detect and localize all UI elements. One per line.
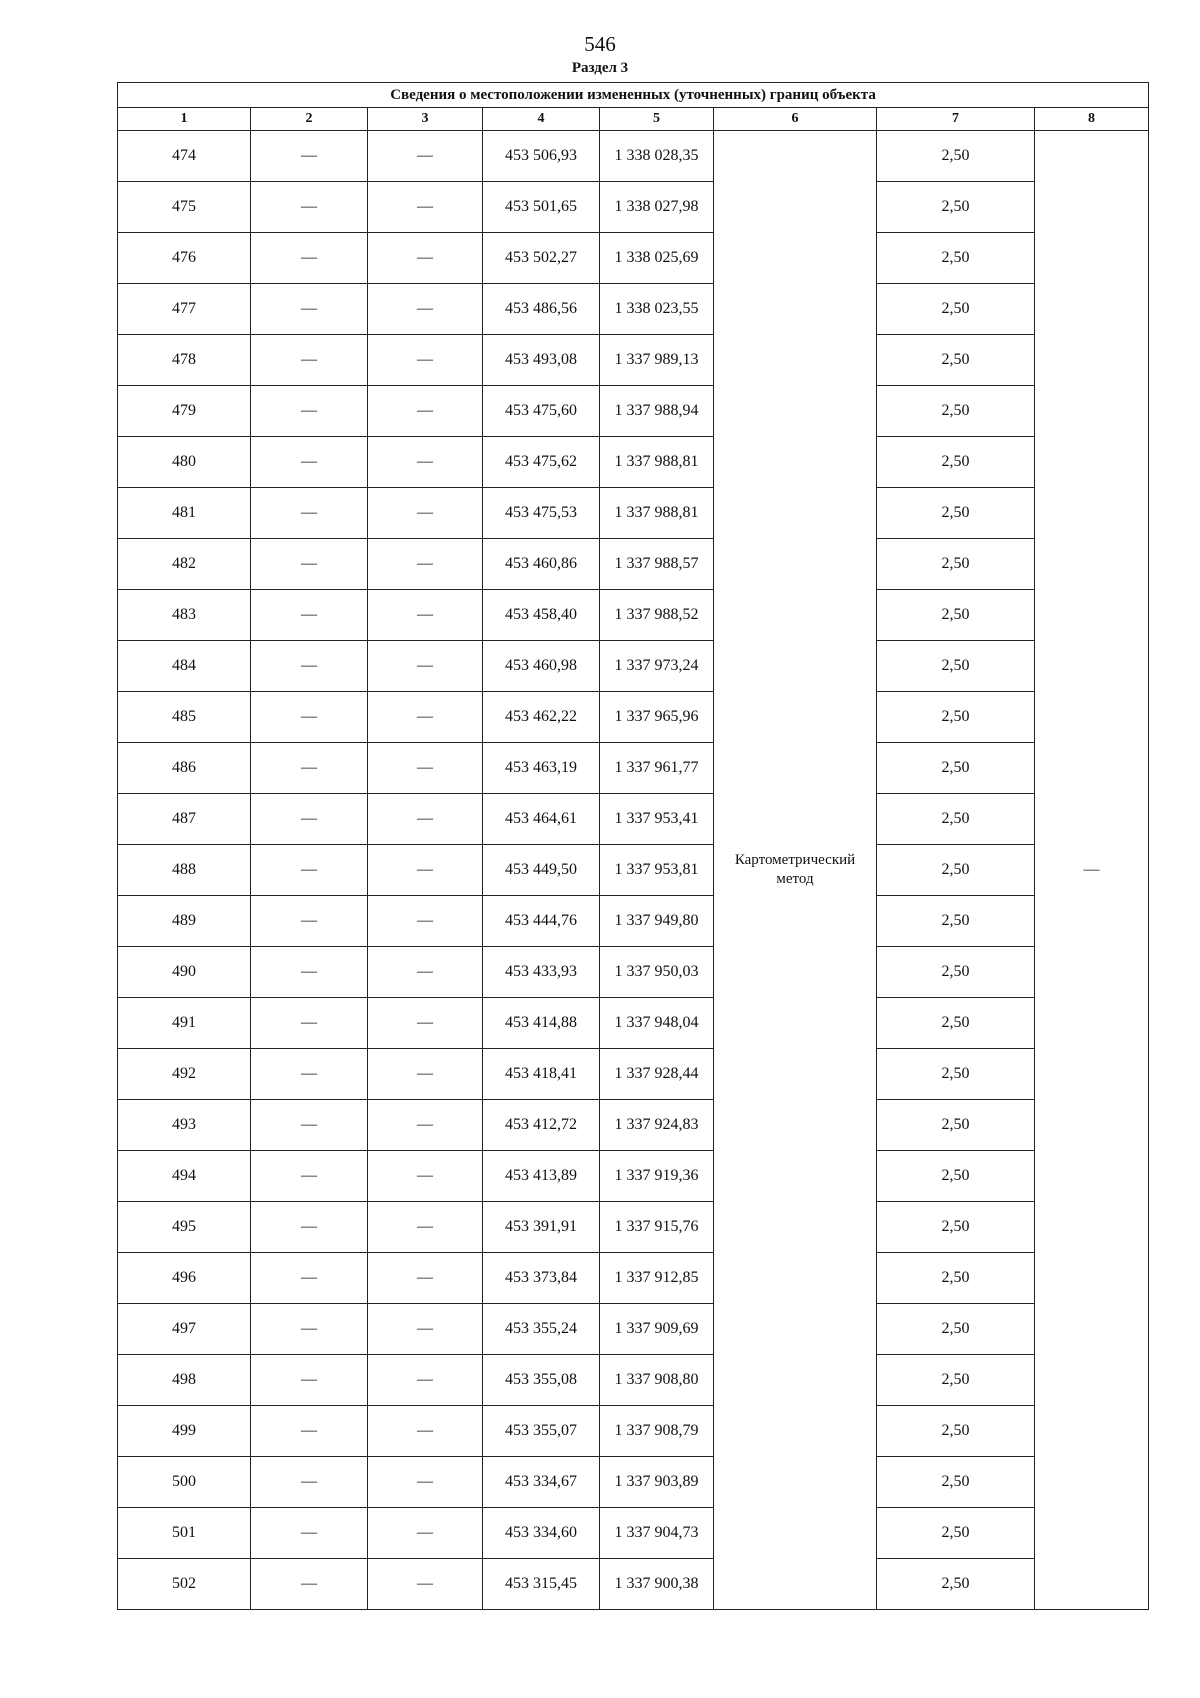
x-coordinate-cell: 453 502,27 — [483, 233, 600, 284]
y-coordinate-cell: 1 337 903,89 — [600, 1457, 714, 1508]
column-2-cell: — — [251, 284, 368, 335]
point-number-cell: 497 — [118, 1304, 251, 1355]
column-3-cell: — — [368, 1100, 483, 1151]
column-2-cell: — — [251, 1355, 368, 1406]
x-coordinate-cell: 453 486,56 — [483, 284, 600, 335]
column-3-cell: — — [368, 386, 483, 437]
column-3-cell: — — [368, 947, 483, 998]
method-cell: Картометрический метод — [714, 131, 877, 1610]
table-row — [118, 131, 1149, 182]
point-number-cell: 487 — [118, 794, 251, 845]
y-coordinate-cell: 1 337 973,24 — [600, 641, 714, 692]
y-coordinate-cell: 1 337 949,80 — [600, 896, 714, 947]
column-3-cell: — — [368, 1559, 483, 1610]
accuracy-cell: 2,50 — [877, 488, 1035, 539]
column-number-4: 4 — [483, 108, 600, 131]
table-row — [118, 1406, 1149, 1457]
y-coordinate-cell: 1 337 988,81 — [600, 437, 714, 488]
accuracy-cell: 2,50 — [877, 692, 1035, 743]
column-2-cell: — — [251, 335, 368, 386]
table-row — [118, 1202, 1149, 1253]
x-coordinate-cell: 453 475,60 — [483, 386, 600, 437]
table-row — [118, 437, 1149, 488]
accuracy-cell: 2,50 — [877, 590, 1035, 641]
accuracy-cell: 2,50 — [877, 641, 1035, 692]
column-2-cell: — — [251, 794, 368, 845]
point-number-cell: 490 — [118, 947, 251, 998]
y-coordinate-cell: 1 337 924,83 — [600, 1100, 714, 1151]
column-2-cell: — — [251, 1049, 368, 1100]
column-2-cell: — — [251, 233, 368, 284]
column-2-cell: — — [251, 131, 368, 182]
x-coordinate-cell: 453 463,19 — [483, 743, 600, 794]
y-coordinate-cell: 1 337 912,85 — [600, 1253, 714, 1304]
column-2-cell: — — [251, 539, 368, 590]
x-coordinate-cell: 453 414,88 — [483, 998, 600, 1049]
column-number-3: 3 — [368, 108, 483, 131]
x-coordinate-cell: 453 355,07 — [483, 1406, 600, 1457]
column-2-cell: — — [251, 896, 368, 947]
table-row — [118, 1559, 1149, 1610]
table-caption: Сведения о местоположении измененных (уточненных) границ объекта — [118, 83, 1149, 108]
x-coordinate-cell: 453 458,40 — [483, 590, 600, 641]
accuracy-cell: 2,50 — [877, 182, 1035, 233]
y-coordinate-cell: 1 337 904,73 — [600, 1508, 714, 1559]
column-3-cell: — — [368, 1304, 483, 1355]
accuracy-cell: 2,50 — [877, 1049, 1035, 1100]
point-number-cell: 488 — [118, 845, 251, 896]
column-number-1: 1 — [118, 108, 251, 131]
table-row — [118, 386, 1149, 437]
table-caption-row — [118, 83, 1149, 108]
y-coordinate-cell: 1 337 988,94 — [600, 386, 714, 437]
accuracy-cell: 2,50 — [877, 1253, 1035, 1304]
point-number-cell: 480 — [118, 437, 251, 488]
y-coordinate-cell: 1 337 915,76 — [600, 1202, 714, 1253]
point-number-cell: 479 — [118, 386, 251, 437]
column-number-2: 2 — [251, 108, 368, 131]
accuracy-cell: 2,50 — [877, 335, 1035, 386]
accuracy-cell: 2,50 — [877, 1355, 1035, 1406]
accuracy-cell: 2,50 — [877, 1406, 1035, 1457]
column-3-cell: — — [368, 488, 483, 539]
point-number-cell: 495 — [118, 1202, 251, 1253]
table-row — [118, 590, 1149, 641]
column-8-cell: — — [1035, 131, 1149, 1610]
x-coordinate-cell: 453 460,86 — [483, 539, 600, 590]
table-row — [118, 488, 1149, 539]
x-coordinate-cell: 453 506,93 — [483, 131, 600, 182]
table-row — [118, 641, 1149, 692]
accuracy-cell: 2,50 — [877, 743, 1035, 794]
y-coordinate-cell: 1 337 908,79 — [600, 1406, 714, 1457]
accuracy-cell: 2,50 — [877, 998, 1035, 1049]
column-3-cell: — — [368, 641, 483, 692]
point-number-cell: 478 — [118, 335, 251, 386]
x-coordinate-cell: 453 418,41 — [483, 1049, 600, 1100]
accuracy-cell: 2,50 — [877, 131, 1035, 182]
point-number-cell: 500 — [118, 1457, 251, 1508]
table-row — [118, 896, 1149, 947]
table-row — [118, 1304, 1149, 1355]
accuracy-cell: 2,50 — [877, 386, 1035, 437]
point-number-cell: 496 — [118, 1253, 251, 1304]
point-number-cell: 502 — [118, 1559, 251, 1610]
table-row — [118, 1508, 1149, 1559]
x-coordinate-cell: 453 449,50 — [483, 845, 600, 896]
accuracy-cell: 2,50 — [877, 233, 1035, 284]
point-number-cell: 489 — [118, 896, 251, 947]
x-coordinate-cell: 453 433,93 — [483, 947, 600, 998]
column-3-cell: — — [368, 896, 483, 947]
column-3-cell: — — [368, 233, 483, 284]
y-coordinate-cell: 1 338 028,35 — [600, 131, 714, 182]
column-2-cell: — — [251, 947, 368, 998]
column-3-cell: — — [368, 1202, 483, 1253]
column-3-cell: — — [368, 590, 483, 641]
accuracy-cell: 2,50 — [877, 794, 1035, 845]
column-3-cell: — — [368, 1406, 483, 1457]
accuracy-cell: 2,50 — [877, 1202, 1035, 1253]
y-coordinate-cell: 1 338 027,98 — [600, 182, 714, 233]
page-number: 546 — [584, 32, 616, 56]
point-number-cell: 477 — [118, 284, 251, 335]
y-coordinate-cell: 1 337 950,03 — [600, 947, 714, 998]
accuracy-cell: 2,50 — [877, 1151, 1035, 1202]
point-number-cell: 484 — [118, 641, 251, 692]
column-3-cell: — — [368, 539, 483, 590]
table-row — [118, 539, 1149, 590]
table-row — [118, 1100, 1149, 1151]
table-row — [118, 1049, 1149, 1100]
point-number-cell: 486 — [118, 743, 251, 794]
y-coordinate-cell: 1 337 961,77 — [600, 743, 714, 794]
column-3-cell: — — [368, 1151, 483, 1202]
column-2-cell: — — [251, 590, 368, 641]
point-number-cell: 494 — [118, 1151, 251, 1202]
table-row — [118, 743, 1149, 794]
accuracy-cell: 2,50 — [877, 947, 1035, 998]
x-coordinate-cell: 453 475,62 — [483, 437, 600, 488]
y-coordinate-cell: 1 337 908,80 — [600, 1355, 714, 1406]
point-number-cell: 485 — [118, 692, 251, 743]
x-coordinate-cell: 453 493,08 — [483, 335, 600, 386]
column-2-cell: — — [251, 1304, 368, 1355]
accuracy-cell: 2,50 — [877, 1508, 1035, 1559]
y-coordinate-cell: 1 337 988,52 — [600, 590, 714, 641]
column-2-cell: — — [251, 743, 368, 794]
column-3-cell: — — [368, 1508, 483, 1559]
table-row — [118, 335, 1149, 386]
table-row — [118, 998, 1149, 1049]
x-coordinate-cell: 453 413,89 — [483, 1151, 600, 1202]
column-3-cell: — — [368, 284, 483, 335]
y-coordinate-cell: 1 337 909,69 — [600, 1304, 714, 1355]
x-coordinate-cell: 453 355,24 — [483, 1304, 600, 1355]
y-coordinate-cell: 1 337 953,41 — [600, 794, 714, 845]
column-3-cell: — — [368, 437, 483, 488]
y-coordinate-cell: 1 337 988,81 — [600, 488, 714, 539]
x-coordinate-cell: 453 334,60 — [483, 1508, 600, 1559]
column-2-cell: — — [251, 386, 368, 437]
table-row — [118, 947, 1149, 998]
column-3-cell: — — [368, 1457, 483, 1508]
accuracy-cell: 2,50 — [877, 1559, 1035, 1610]
column-3-cell: — — [368, 794, 483, 845]
column-3-cell: — — [368, 692, 483, 743]
section-title: Раздел 3 — [571, 60, 629, 76]
column-3-cell: — — [368, 335, 483, 386]
table-row — [118, 1253, 1149, 1304]
column-2-cell: — — [251, 845, 368, 896]
table-row — [118, 845, 1149, 896]
table-row — [118, 233, 1149, 284]
x-coordinate-cell: 453 475,53 — [483, 488, 600, 539]
column-number-7: 7 — [877, 108, 1035, 131]
column-2-cell: — — [251, 1253, 368, 1304]
accuracy-cell: 2,50 — [877, 539, 1035, 590]
x-coordinate-cell: 453 501,65 — [483, 182, 600, 233]
y-coordinate-cell: 1 337 965,96 — [600, 692, 714, 743]
table-row — [118, 794, 1149, 845]
x-coordinate-cell: 453 464,61 — [483, 794, 600, 845]
y-coordinate-cell: 1 337 953,81 — [600, 845, 714, 896]
column-2-cell: — — [251, 488, 368, 539]
y-coordinate-cell: 1 338 023,55 — [600, 284, 714, 335]
y-coordinate-cell: 1 337 928,44 — [600, 1049, 714, 1100]
column-3-cell: — — [368, 182, 483, 233]
column-3-cell: — — [368, 743, 483, 794]
accuracy-cell: 2,50 — [877, 1304, 1035, 1355]
column-2-cell: — — [251, 692, 368, 743]
accuracy-cell: 2,50 — [877, 1457, 1035, 1508]
point-number-cell: 501 — [118, 1508, 251, 1559]
accuracy-cell: 2,50 — [877, 896, 1035, 947]
column-2-cell: — — [251, 1559, 368, 1610]
accuracy-cell: 2,50 — [877, 1100, 1035, 1151]
column-number-6: 6 — [714, 108, 877, 131]
point-number-cell: 492 — [118, 1049, 251, 1100]
column-3-cell: — — [368, 1355, 483, 1406]
x-coordinate-cell: 453 412,72 — [483, 1100, 600, 1151]
accuracy-cell: 2,50 — [877, 437, 1035, 488]
point-number-cell: 491 — [118, 998, 251, 1049]
point-number-cell: 482 — [118, 539, 251, 590]
column-2-cell: — — [251, 1100, 368, 1151]
point-number-cell: 481 — [118, 488, 251, 539]
column-3-cell: — — [368, 1253, 483, 1304]
column-3-cell: — — [368, 131, 483, 182]
column-2-cell: — — [251, 1406, 368, 1457]
y-coordinate-cell: 1 337 900,38 — [600, 1559, 714, 1610]
table-row — [118, 1457, 1149, 1508]
column-2-cell: — — [251, 1508, 368, 1559]
x-coordinate-cell: 453 391,91 — [483, 1202, 600, 1253]
table-row — [118, 692, 1149, 743]
y-coordinate-cell: 1 337 988,57 — [600, 539, 714, 590]
point-number-cell: 499 — [118, 1406, 251, 1457]
point-number-cell: 493 — [118, 1100, 251, 1151]
point-number-cell: 476 — [118, 233, 251, 284]
column-3-cell: — — [368, 998, 483, 1049]
y-coordinate-cell: 1 337 989,13 — [600, 335, 714, 386]
point-number-cell: 483 — [118, 590, 251, 641]
point-number-cell: 475 — [118, 182, 251, 233]
column-2-cell: — — [251, 1457, 368, 1508]
column-number-8: 8 — [1035, 108, 1149, 131]
column-2-cell: — — [251, 1202, 368, 1253]
x-coordinate-cell: 453 334,67 — [483, 1457, 600, 1508]
x-coordinate-cell: 453 373,84 — [483, 1253, 600, 1304]
x-coordinate-cell: 453 355,08 — [483, 1355, 600, 1406]
point-number-cell: 474 — [118, 131, 251, 182]
x-coordinate-cell: 453 444,76 — [483, 896, 600, 947]
table-row — [118, 1355, 1149, 1406]
column-number-5: 5 — [600, 108, 714, 131]
x-coordinate-cell: 453 460,98 — [483, 641, 600, 692]
y-coordinate-cell: 1 337 948,04 — [600, 998, 714, 1049]
column-2-cell: — — [251, 437, 368, 488]
accuracy-cell: 2,50 — [877, 284, 1035, 335]
table-row — [118, 284, 1149, 335]
column-3-cell: — — [368, 845, 483, 896]
column-3-cell: — — [368, 1049, 483, 1100]
column-number-row — [118, 108, 1149, 131]
column-2-cell: — — [251, 182, 368, 233]
y-coordinate-cell: 1 337 919,36 — [600, 1151, 714, 1202]
table-row — [118, 1151, 1149, 1202]
x-coordinate-cell: 453 315,45 — [483, 1559, 600, 1610]
column-2-cell: — — [251, 1151, 368, 1202]
table-row — [118, 182, 1149, 233]
x-coordinate-cell: 453 462,22 — [483, 692, 600, 743]
column-2-cell: — — [251, 641, 368, 692]
y-coordinate-cell: 1 338 025,69 — [600, 233, 714, 284]
point-number-cell: 498 — [118, 1355, 251, 1406]
accuracy-cell: 2,50 — [877, 845, 1035, 896]
column-2-cell: — — [251, 998, 368, 1049]
boundary-points-table — [117, 82, 1149, 1610]
